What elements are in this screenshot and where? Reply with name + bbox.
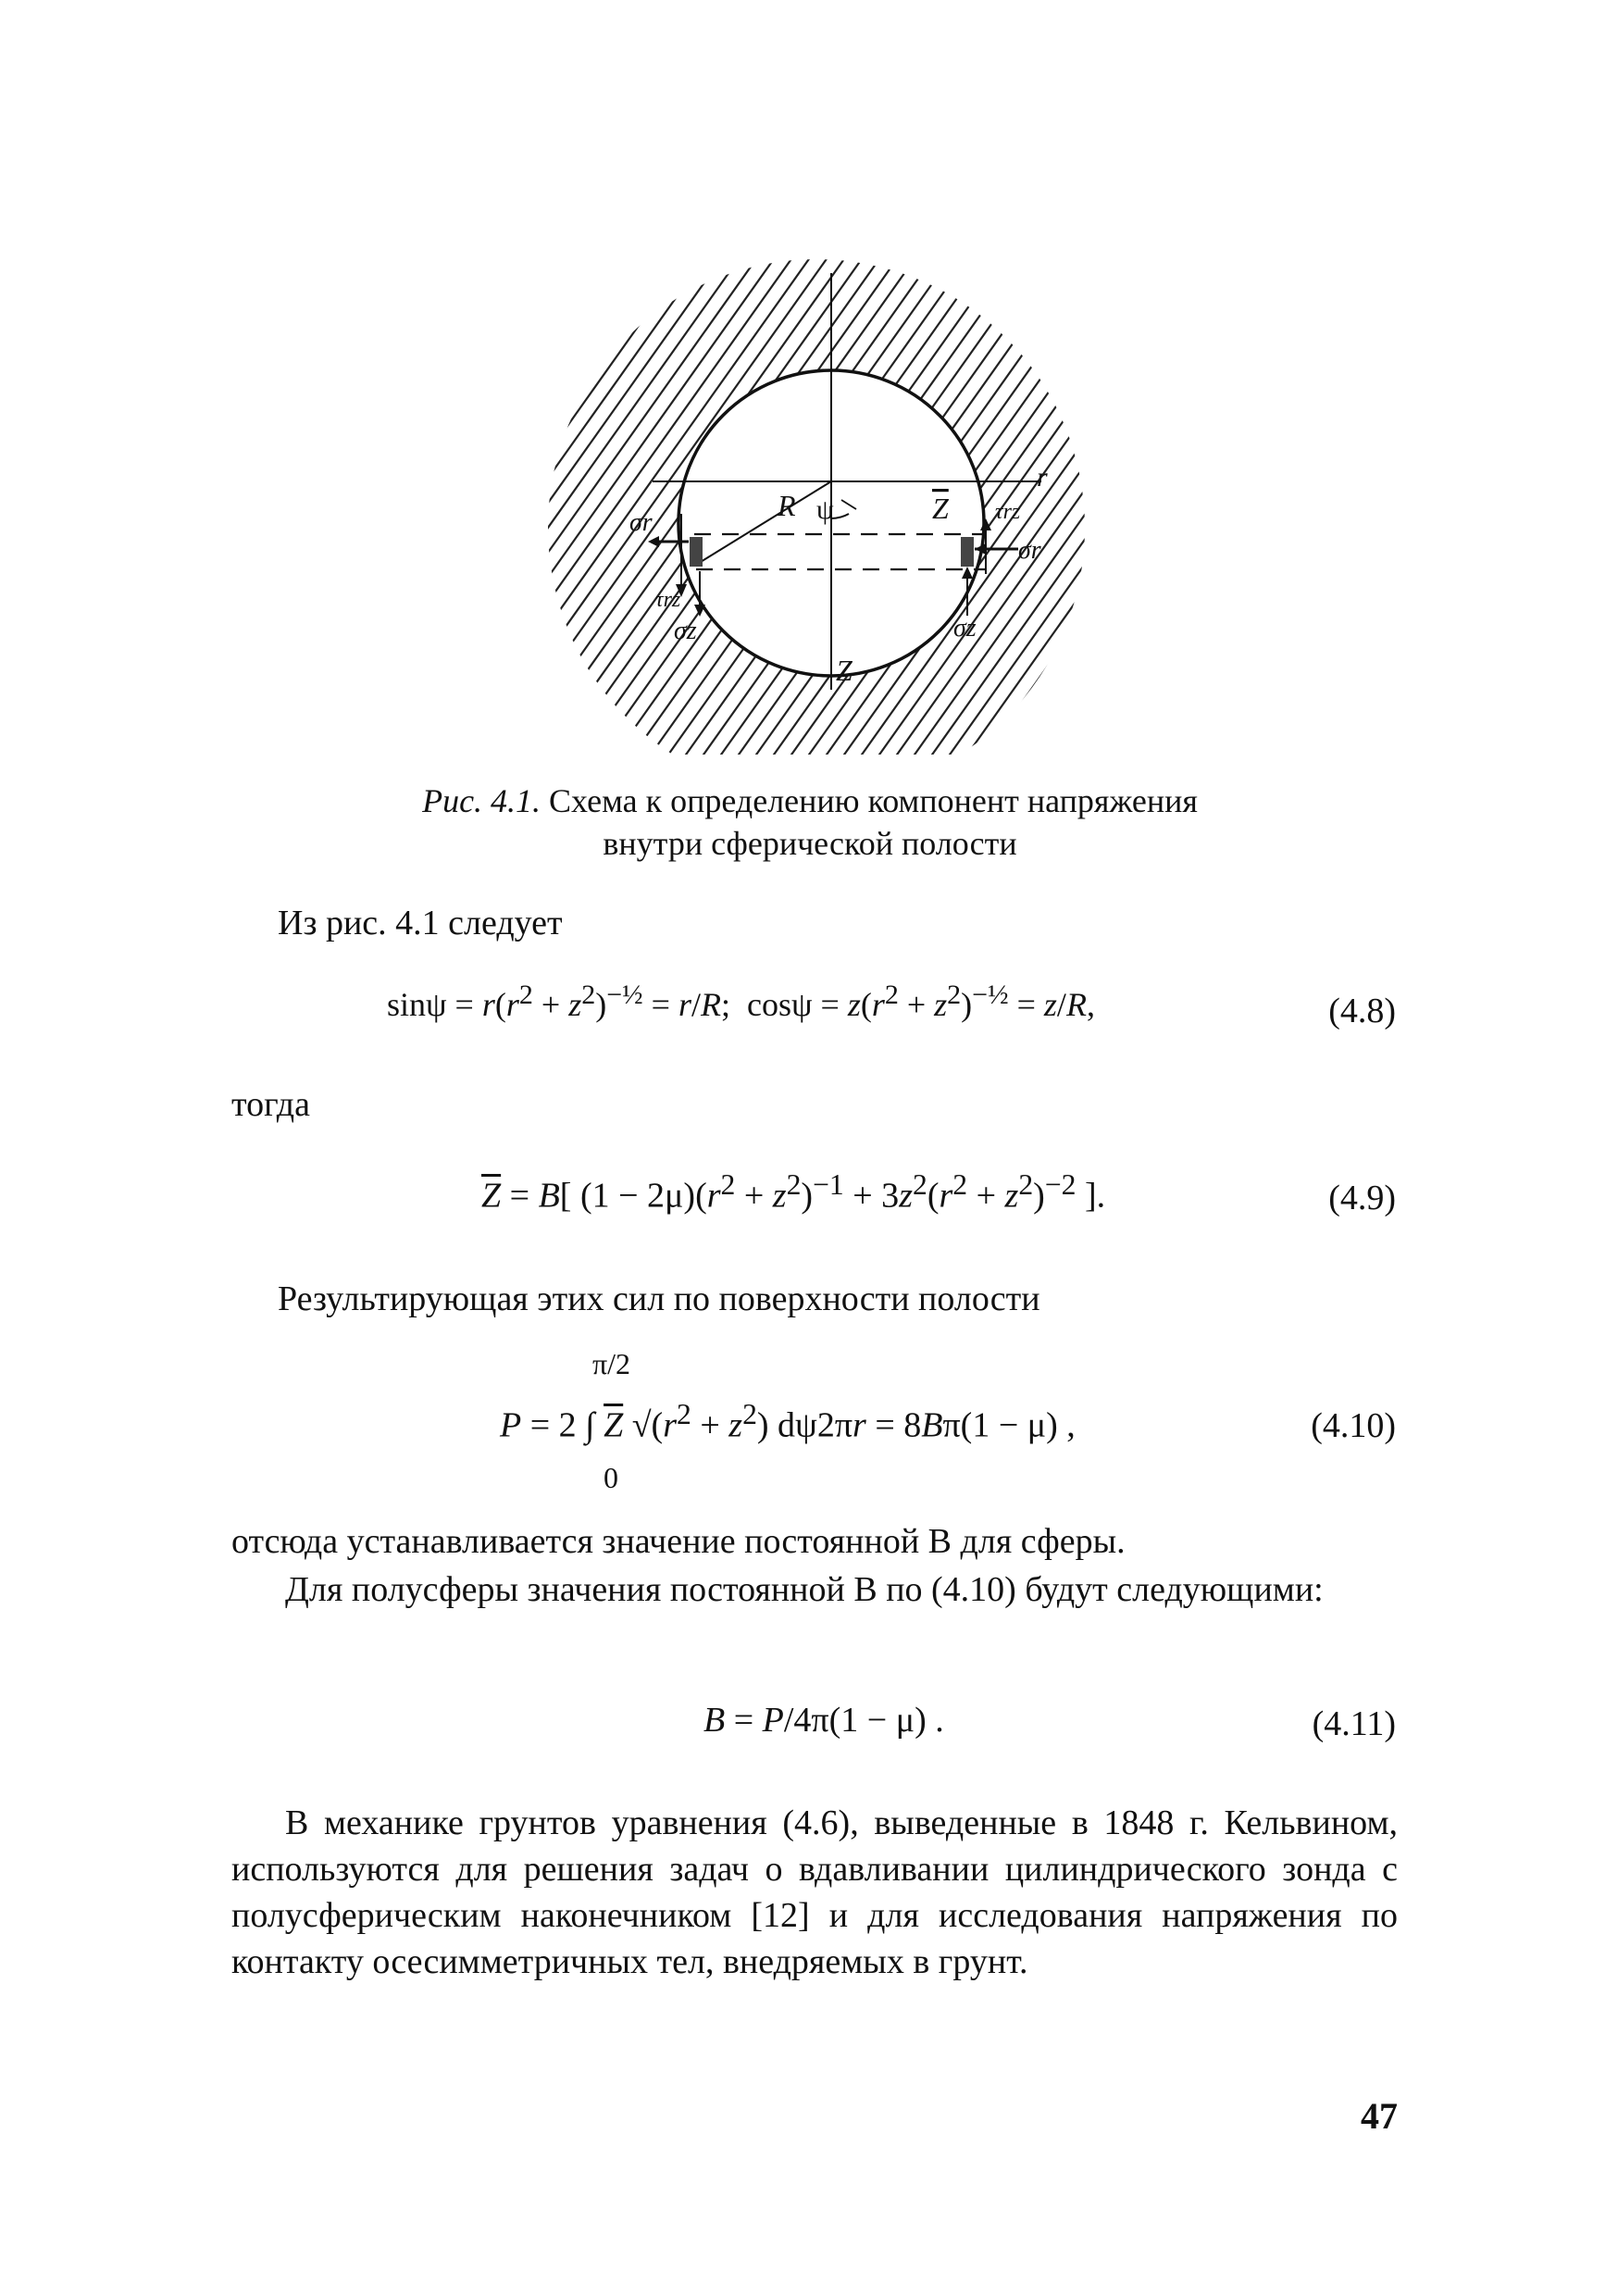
equation-number-4-11: (4.11) bbox=[1312, 1704, 1396, 1743]
label-r: r bbox=[1037, 462, 1048, 493]
label-psi: ψ bbox=[816, 494, 834, 525]
label-sigma-r-right: σr bbox=[1018, 536, 1041, 565]
paragraph-6: В механике грунтов уравнения (4.6), выведенные в 1848 г. Кельвином, используются для решения задач о вдавливании цилиндрического зонда с полусферическим наконечником [12] и для исследования напряжения по контакту осесимметричных тел, внедряемых в грунт. bbox=[231, 1803, 1398, 1981]
equation-4-11: B = P/4π(1 − μ) . bbox=[703, 1701, 944, 1740]
equation-number-4-10: (4.10) bbox=[1311, 1406, 1396, 1445]
paragraph-4: отсюда устанавливается значение постоянной B для сферы. bbox=[231, 1522, 1126, 1561]
equation-number-4-8: (4.8) bbox=[1328, 992, 1396, 1030]
label-Zbar: Z bbox=[932, 492, 949, 525]
paragraph-3: Результирующая этих сил по поверхности полости bbox=[278, 1279, 1040, 1318]
caption-line1: Схема к определению компонент напряжения bbox=[549, 782, 1198, 819]
label-sigma-z-left: σz bbox=[674, 617, 697, 645]
label-tau-rz-right: τrz bbox=[995, 500, 1021, 524]
element-right bbox=[961, 537, 974, 567]
label-Z: Z bbox=[836, 654, 853, 687]
equation-number-4-9: (4.9) bbox=[1328, 1179, 1396, 1217]
element-left bbox=[690, 537, 703, 567]
paragraph-1: Из рис. 4.1 следует bbox=[278, 904, 563, 942]
label-sigma-r-left: σr bbox=[629, 508, 653, 537]
figure-spherical-cavity bbox=[518, 208, 1111, 755]
label-sigma-z-right: σz bbox=[953, 614, 977, 643]
page-number: 47 bbox=[1361, 2095, 1398, 2137]
label-tau-rz-left: τrz bbox=[655, 588, 681, 612]
label-R: R bbox=[778, 489, 796, 522]
equation-4-9: $\overline{Z} = B$[ $(1 - 2\mu)(r^2 + z^2)^{-1} + 3z^2(r^2 + z^2)^{-2}$ ]. bbox=[481, 1168, 1106, 1216]
caption-label: Рис. 4.1. bbox=[422, 782, 541, 819]
figure-caption bbox=[333, 780, 1287, 865]
equation-4-8: $\sin\psi = r(r^2 + z^2)^{-\frac{1}{2}} = r/R$; $\cos\psi = z(r^2 + z^2)^{-\frac{1}{2}} = z/R$, bbox=[387, 980, 1095, 1023]
paragraph-5: Для полусферы значения постоянной B по (4.10) будут следующими: bbox=[285, 1570, 1324, 1609]
paragraph-2: тогда bbox=[231, 1085, 310, 1124]
equation-4-10: P = 2 ∫ $\overline{Z}$ $√(r^2 + z^2) d\psi 2\pi r = 8B\pi(1 - \mu)$ , bbox=[500, 1398, 1076, 1445]
integral-upper-limit: π/2 bbox=[592, 1347, 631, 1380]
caption-line2: внутри сферической полости bbox=[603, 825, 1017, 862]
integral-lower-limit: 0 bbox=[604, 1461, 618, 1494]
